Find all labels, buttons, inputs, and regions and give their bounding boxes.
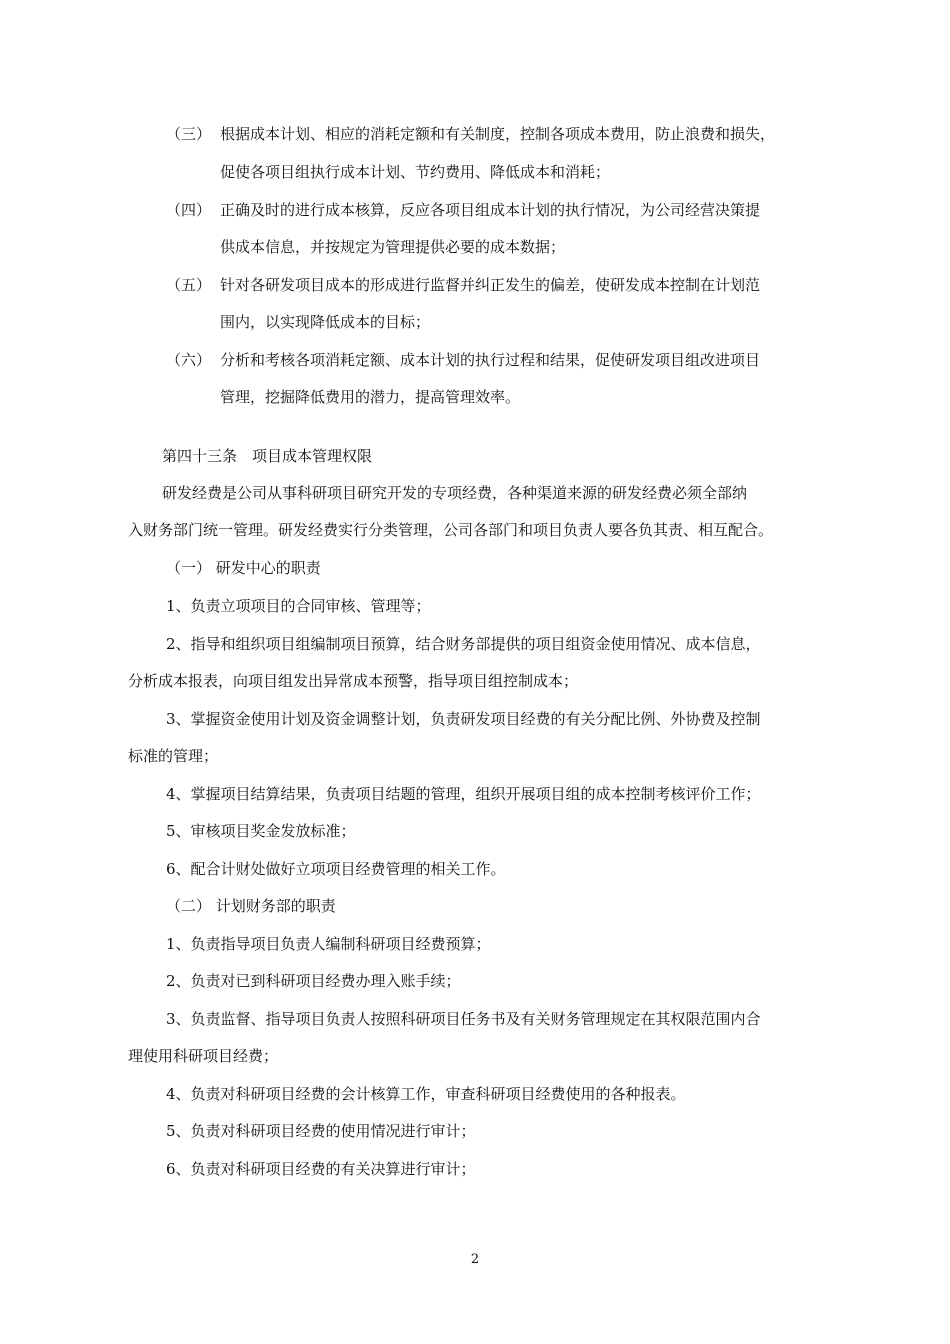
paragraph-line: 1、负责立项项目的合同审核、管理等； (166, 597, 431, 615)
list-marker: （四） (166, 201, 212, 219)
list-item-text: 针对各研发项目成本的形成进行监督并纠正发生的偏差，使研发成本控制在计划范 (220, 276, 761, 294)
paragraph-line: 2、指导和组织项目组编制项目预算，结合财务部提供的项目组资金使用情况、成本信息， (166, 635, 761, 653)
list-item-text: 供成本信息，并按规定为管理提供必要的成本数据； (220, 238, 566, 256)
paragraph-line: 理使用科研项目经费； (128, 1047, 279, 1065)
paragraph-line: 3、掌握资金使用计划及资金调整计划，负责研发项目经费的有关分配比例、外协费及控制 (166, 710, 761, 728)
paragraph-line: 6、配合计财处做好立项项目经费管理的相关工作。 (166, 860, 506, 878)
list-item-text: 促使各项目组执行成本计划、节约费用、降低成本和消耗； (220, 163, 611, 181)
list-item-text: 正确及时的进行成本核算，反应各项目组成本计划的执行情况，为公司经营决策提 (220, 201, 761, 219)
paragraph-line: 2、负责对已到科研项目经费办理入账手续； (166, 972, 461, 990)
list-item-text: 分析和考核各项消耗定额、成本计划的执行过程和结果，促使研发项目组改进项目 (220, 351, 761, 369)
list-item-text: 管理，挖掘降低费用的潜力，提高管理效率。 (220, 388, 521, 406)
page-number: 2 (470, 1252, 480, 1267)
paragraph-line: 标准的管理； (128, 747, 219, 765)
list-item-text: 围内，以实现降低成本的目标； (220, 313, 431, 331)
paragraph-line: 5、负责对科研项目经费的使用情况进行审计； (166, 1122, 476, 1140)
paragraph-line: 3、负责监督、指导项目负责人按照科研项目任务书及有关财务管理规定在其权限范围内合 (166, 1010, 761, 1028)
section-heading: （一） 研发中心的职责 (166, 559, 321, 577)
paragraph-line: 1、负责指导项目负责人编制科研项目经费预算； (166, 935, 491, 953)
list-marker: （六） (166, 351, 212, 369)
list-item-text: 根据成本计划、相应的消耗定额和有关制度，控制各项成本费用，防止浪费和损失， (220, 125, 776, 143)
paragraph-line: 6、负责对科研项目经费的有关决算进行审计； (166, 1160, 476, 1178)
paragraph-line: 研发经费是公司从事科研项目研究开发的专项经费，各种渠道来源的研发经费必须全部纳 (162, 484, 748, 502)
paragraph-line: 入财务部门统一管理。研发经费实行分类管理，公司各部门和项目负责人要各负其责、相互配合。 (128, 521, 774, 539)
paragraph-line: 4、负责对科研项目经费的会计核算工作，审查科研项目经费使用的各种报表。 (166, 1085, 686, 1103)
paragraph-line: 5、审核项目奖金发放标准； (166, 822, 356, 840)
list-marker: （三） (166, 125, 212, 143)
list-marker: （五） (166, 276, 212, 294)
section-heading: （二） 计划财务部的职责 (166, 897, 336, 915)
paragraph-line: 分析成本报表，向项目组发出异常成本预警，指导项目组控制成本； (128, 672, 579, 690)
paragraph-line: 4、掌握项目结算结果，负责项目结题的管理，组织开展项目组的成本控制考核评价工作； (166, 785, 761, 803)
article-heading: 第四十三条 项目成本管理权限 (162, 447, 373, 465)
